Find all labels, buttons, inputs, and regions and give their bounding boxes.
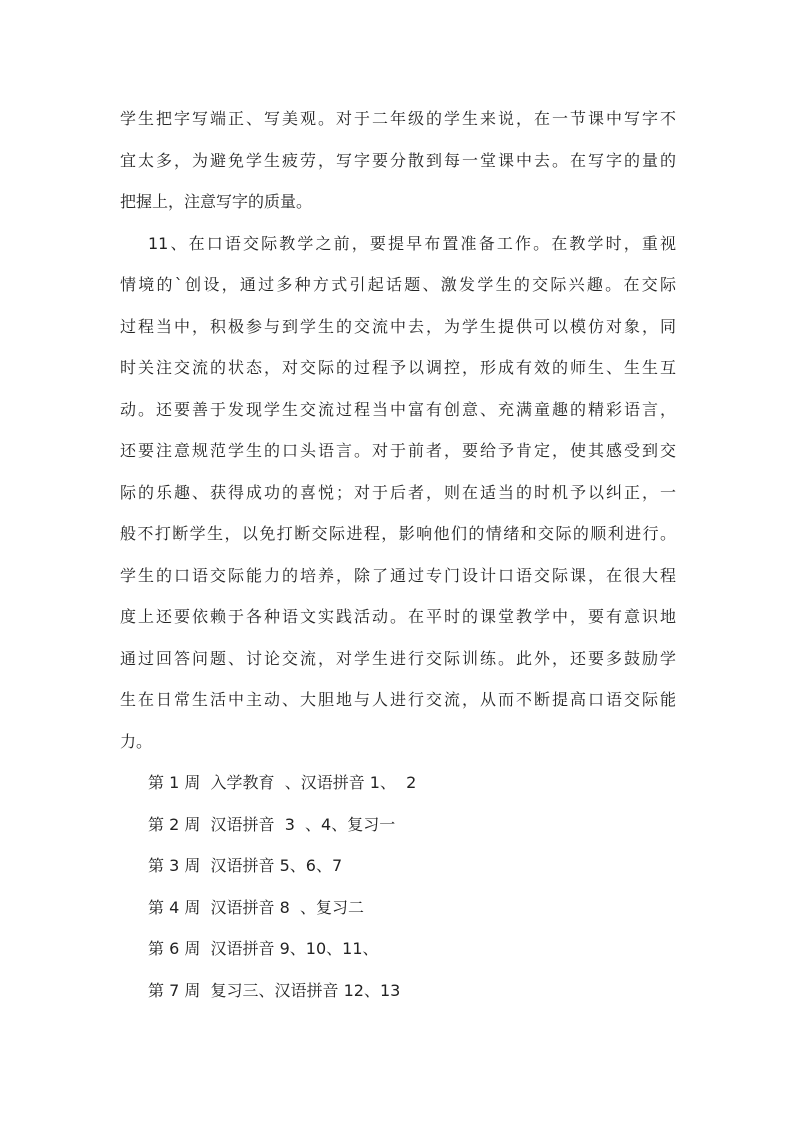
text-line: 情境的`创设，通过多种方式引起话题、激发学生的交际兴趣。在交际 <box>120 275 676 294</box>
text-line: 时关注交流的状态，对交际的过程予以调控，形成有效的师生、生生互 <box>120 358 676 377</box>
schedule-item: 第 2 周 汉语拼音 3 、4、复习一 <box>148 814 396 834</box>
text-line: 般不打断学生，以免打断交际进程，影响他们的情绪和交际的顺利进行。 <box>120 524 676 543</box>
paragraph-oral-communication <box>120 223 676 763</box>
text-line: 过程当中，积极参与到学生的交流中去，为学生提供可以模仿对象，同 <box>120 316 676 336</box>
text-line: 宜太多，为避免学生疲劳，写字要分散到每一堂课中去。在写字的量的 <box>120 150 676 170</box>
weekly-schedule <box>120 762 676 1011</box>
schedule-item: 第 6 周 汉语拼音 9、10、11、 <box>148 939 379 958</box>
text-line: 还要注意规范学生的口头语言。对于前者，要给予肯定，使其感受到交 <box>120 441 676 460</box>
text-line: 11、在口语交际教学之前，要提早布置准备工作。在教学时，重视 <box>148 233 676 253</box>
text-line: 动。还要善于发现学生交流过程当中富有创意、充满童趣的精彩语言， <box>120 399 676 419</box>
text-line: 生在日常生活中主动、大胆地与人进行交流，从而不断提高口语交际能 <box>120 690 676 709</box>
text-line: 度上还要依赖于各种语文实践活动。在平时的课堂教学中，要有意识地 <box>120 607 676 626</box>
text-line: 学生把字写端正、写美观。对于二年级的学生来说，在一节课中写字不 <box>120 109 676 128</box>
text-line: 力。 <box>120 731 153 751</box>
text-line: 通过回答问题、讨论交流，对学生进行交际训练。此外，还要多鼓励学 <box>120 648 676 668</box>
text-line: 学生的口语交际能力的培养，除了通过专门设计口语交际课，在很大程 <box>120 565 676 585</box>
text-line: 际的乐趣、获得成功的喜悦；对于后者，则在适当的时机予以纠正，一 <box>120 482 676 502</box>
schedule-item: 第 4 周 汉语拼音 8 、复习二 <box>148 897 364 917</box>
text-line: 把握上，注意写字的质量。 <box>120 192 313 211</box>
document-body <box>120 98 676 1011</box>
schedule-item: 第 7 周 复习三、汉语拼音 12、13 <box>148 980 401 1000</box>
paragraph-writing <box>120 98 676 223</box>
schedule-item: 第 3 周 汉语拼音 5、6、7 <box>148 856 343 875</box>
schedule-item: 第 1 周 入学教育 、汉语拼音 1、 2 <box>148 773 417 792</box>
